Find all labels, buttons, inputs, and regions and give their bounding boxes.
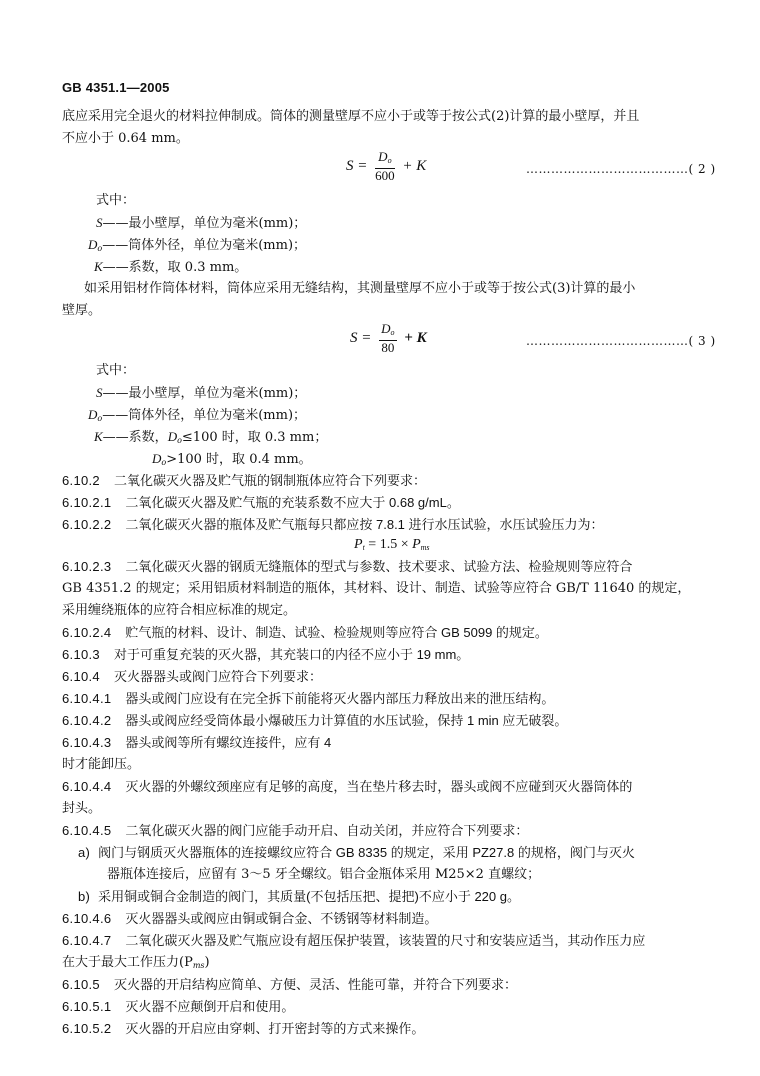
section-number: 6.10.2.1 (62, 495, 112, 510)
section-6-10-4 (62, 668, 322, 686)
paren-close: ) (204, 955, 210, 970)
formula-2-fraction (375, 150, 395, 183)
section-6-10-2-3-cont-2: 采用缠绕瓶体的应符合相应标准的规定。 (62, 603, 297, 618)
formula-2 (346, 150, 426, 183)
symbol-d: D (152, 451, 162, 466)
symbol-k: K (94, 429, 103, 444)
section-number: 6.10.4.3 (62, 735, 112, 750)
symbol-k: K (94, 259, 103, 274)
symbol-p-sub: ms (192, 961, 205, 970)
formula-2-numerator: D (378, 149, 388, 164)
symbol-p: P (354, 537, 363, 552)
section-text: 二氧化碳灭火器的钢质无缝瓶体的型式与参数、技术要求、试验方法、检验规则等应符合 (125, 559, 633, 574)
symbol-d: D (88, 237, 98, 252)
section-text: 灭火器的开启应由穿刺、打开密封等的方式来操作。 (125, 1021, 425, 1036)
intro-line-1: 底应采用完全退火的材料拉伸制成。筒体的测量壁厚不应小于或等于按公式(2)计算的最小壁厚，并且 (62, 109, 640, 124)
section-text: 灭火器器头或阀应由铜或铜合金、不锈钢等材料制造。 (125, 911, 438, 926)
list-text: 阀门与钢质灭火器瓶体的连接螺纹应符合 GB 8335 的规定，采用 PZ27.8 的规格，阀门与灭火 (98, 845, 635, 860)
symbol-d-sub: o (161, 458, 167, 467)
section-6-10-4-7 (62, 932, 645, 950)
section-6-10-4-5 (62, 822, 528, 840)
formula-2-numerator-sub: o (387, 156, 392, 165)
section-text: 器头或阀等所有螺纹连接件，应有 4 (125, 735, 332, 750)
section-number: 6.10.2.4 (62, 625, 112, 640)
formula-2-ref: …………………………………( 2 ) (526, 162, 716, 176)
section-text: 二氧化碳灭火器的阀门应能手动开启、自动关闭，并应符合下列要求： (125, 823, 529, 838)
where-1-s-desc: ——最小壁厚，单位为毫米(mm)； (102, 216, 307, 231)
symbol-d-sub: o (177, 436, 182, 445)
formula-3-rhs: + K (404, 329, 427, 346)
section-number: 6.10.5.2 (62, 1021, 112, 1036)
symbol-p-sub: ms (420, 543, 430, 552)
symbol-s: S (96, 215, 103, 230)
section-number: 6.10.5.1 (62, 999, 112, 1014)
where-2-d (88, 406, 306, 428)
formula-3-ref: …………………………………( 3 ) (526, 334, 716, 348)
where-1-k-desc: ——系数，取 0.3 mm。 (102, 260, 248, 275)
section-number: 6.10.2.2 (62, 517, 112, 532)
section-number: 6.10.4.7 (62, 933, 112, 948)
section-6-10-4-3 (62, 734, 331, 752)
section-text: 灭火器不应颠倒开启和使用。 (125, 999, 295, 1014)
section-6-10-4-6 (62, 910, 437, 928)
pressure-formula-eq: = 1.5 × (368, 537, 409, 552)
formula-3-numerator: D (381, 321, 391, 336)
section-number: 6.10.2 (62, 473, 100, 488)
section-number: 6.10.4.6 (62, 911, 112, 926)
section-number: 6.10.4.4 (62, 779, 112, 794)
section-6-10-4-1 (62, 690, 554, 708)
formula-3-numerator-sub: o (390, 328, 395, 337)
section-6-10-2-3 (62, 558, 632, 576)
where-2-k (94, 428, 327, 450)
section-text: 对于可重复充装的灭火器，其充装口的内径不应小于 19 mm。 (113, 647, 470, 662)
list-marker: a) (78, 845, 91, 860)
formula-2-rhs: + K (402, 157, 427, 174)
symbol-d: D (167, 429, 178, 444)
where-2-k-cond-1: ≤100 时，取 0.3 mm； (181, 430, 328, 445)
section-text: 二氧化碳灭火器及贮气瓶的充装系数不应大于 0.68 g/mL。 (125, 495, 460, 510)
symbol-p-sub: t (362, 543, 365, 552)
formula-3 (350, 322, 427, 355)
section-number: 6.10.4 (62, 669, 100, 684)
where-1-s (96, 214, 306, 233)
where-1-k (94, 258, 247, 277)
list-item-a (78, 844, 635, 862)
section-6-10-4-2 (62, 712, 567, 730)
symbol-d: D (88, 407, 98, 422)
section-text: 灭火器器头或阀门应符合下列要求： (113, 669, 322, 684)
section-6-10-2 (62, 472, 426, 490)
list-item-a-cont: 器瓶体连接后，应留有 3～5 牙全螺纹。铝合金瓶体采用 M25×2 直螺纹； (107, 867, 541, 882)
section-6-10-2-4 (62, 624, 548, 642)
pressure-formula (354, 536, 430, 557)
where-2-d-desc: ——筒体外径，单位为毫米(mm)； (102, 408, 307, 423)
section-text: 器头或阀门应设有在完全拆下前能将灭火器内部压力释放出来的泄压结构。 (125, 691, 555, 706)
section-number: 6.10.4.1 (62, 691, 112, 706)
section-6-10-4-4 (62, 778, 632, 796)
section-text: 二氧化碳灭火器的瓶体及贮气瓶每只都应按 7.8.1 进行水压试验，水压试验压力为： (125, 517, 604, 532)
where-2-s (96, 384, 306, 403)
formula-2-denominator: 600 (375, 168, 395, 183)
section-6-10-5-2 (62, 1020, 424, 1038)
section-number: 6.10.5 (62, 977, 100, 992)
section-text: 器头或阀应经受筒体最小爆破压力计算值的水压试验，保持 1 min 应无破裂。 (125, 713, 568, 728)
symbol-s: S (96, 385, 103, 400)
section-text: 灭火器的开启结构应简单、方便、灵活、性能可靠，并符合下列要求： (113, 977, 517, 992)
section-text: 灭火器的外螺纹颈座应有足够的高度，当在垫片移去时，器头或阀不应碰到灭火器筒体的 (125, 779, 633, 794)
symbol-p: P (412, 537, 421, 552)
aluminum-line-1: 如采用铝材作筒体材料，筒体应采用无缝结构，其测量壁厚不应小于或等于按公式(3)计算的最小 (84, 281, 636, 296)
section-6-10-5 (62, 976, 517, 994)
section-number: 6.10.3 (62, 647, 100, 662)
list-item-b (78, 888, 520, 906)
intro-line-2: 不应小于 0.64 mm。 (62, 131, 189, 146)
formula-2-lhs: S = (346, 157, 368, 174)
where-2-label: 式中： (96, 363, 136, 378)
section-6-10-4-7-cont (62, 954, 210, 975)
section-6-10-4-3-cont: 时才能卸压。 (62, 757, 141, 772)
where-2-s-desc: ——最小壁厚，单位为毫米(mm)； (102, 386, 307, 401)
section-6-10-2-3-cont-1: GB 4351.2 的规定；采用铝质材料制造的瓶体，其材料、设计、制造、试验等应符合 GB/T 11640 的规定， (62, 581, 691, 596)
where-1-label: 式中： (96, 193, 136, 208)
symbol-d-sub: o (97, 244, 103, 253)
formula-3-fraction (379, 322, 396, 355)
where-2-k-desc: ——系数， (102, 430, 168, 445)
where-2-k-cond-2: >100 时，取 0.4 mm。 (166, 452, 312, 467)
section-text: 在大于最大工作压力(P (62, 955, 193, 970)
where-1-d (88, 236, 306, 258)
section-text: 贮气瓶的材料、设计、制造、试验、检验规则等应符合 GB 5099 的规定。 (125, 625, 548, 640)
section-text: 二氧化碳灭火器及贮气瓶的钢制瓶体应符合下列要求： (113, 473, 426, 488)
section-6-10-4-4-cont: 封头。 (62, 801, 102, 816)
formula-3-lhs: S = (350, 329, 372, 346)
symbol-d-sub: o (97, 414, 103, 423)
section-6-10-5-1 (62, 998, 294, 1016)
list-marker: b) (78, 889, 91, 904)
section-6-10-2-2 (62, 516, 604, 534)
aluminum-line-2: 壁厚。 (62, 303, 102, 318)
section-6-10-2-1 (62, 494, 460, 512)
section-number: 6.10.2.3 (62, 559, 112, 574)
standard-header: GB 4351.1—2005 (62, 80, 170, 95)
list-text: 采用铜或铜合金制造的阀门，其质量(不包括压把、提把)不应小于 220 g。 (98, 889, 520, 904)
where-1-d-desc: ——筒体外径，单位为毫米(mm)； (102, 238, 307, 253)
section-6-10-3 (62, 646, 469, 664)
formula-3-denominator: 80 (381, 340, 395, 355)
section-number: 6.10.4.5 (62, 823, 112, 838)
where-2-k-cond-2-line (152, 450, 312, 472)
section-text: 二氧化碳灭火器及贮气瓶应设有超压保护装置，该装置的尺寸和安装应适当，其动作压力应 (125, 933, 646, 948)
section-number: 6.10.4.2 (62, 713, 112, 728)
